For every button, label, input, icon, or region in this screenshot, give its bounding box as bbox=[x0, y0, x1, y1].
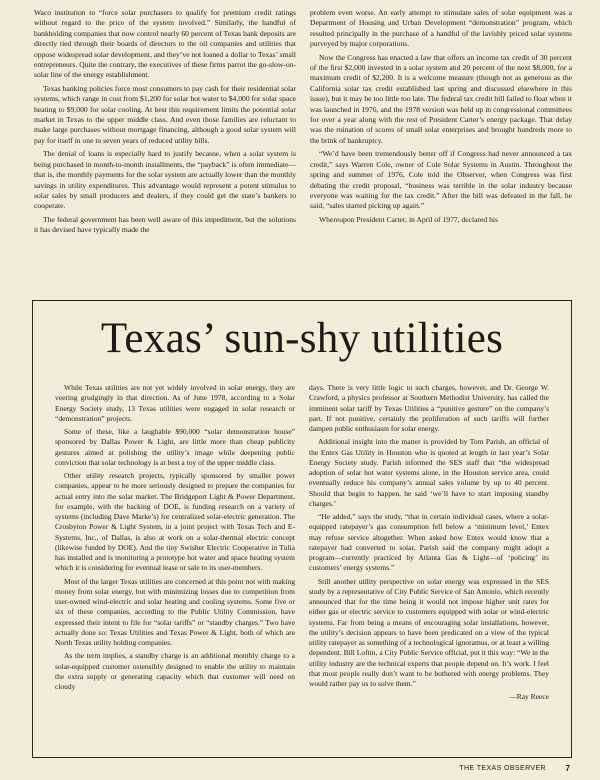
page-number: 7 bbox=[565, 764, 570, 773]
paragraph: Still another utility perspective on solar energy was expressed in the SES study by a representative of City Public Service of San Antonio, which recently announced that for the time being it would not impose higher unit rates for either gas or electric service to customers equipped with solar or wind-electric systems. Far from being a means of encouraging solar installations, however, the utility’s decision appears to have been predicated on a view of the typical utility ratepayer as something of a technological ignoramus, or at least a willing dependent. Bill Loftin, a City Public Service official, put it this way: “We in the utility industry are the technical experts that people depend on. It’s work. I feel that most people really don’t want to be bothered with energy problems. They would rather pay us to solve them.” bbox=[309, 576, 549, 688]
paragraph: The denial of loans is especially hard to justify because, when a solar system is being purchased in month-to-month installments, the “payback” is often immediate—that is, the monthly payments for the solar system are actually lower than the monthly savings in utility expenditures. This advantage would represent a potent stimulus to solar sales by small producers and dealers, if they could get the state’s bankers to cooperate. bbox=[34, 149, 296, 211]
paragraph: Now the Congress has enacted a law that offers an income tax credit of 30 percent of the first $2,000 invested in a solar system and 20 percent of the next $8,000, for a maximum credit of $2,200. It is a welcome measure (though not as generous as the California solar tax credit established last spring and discussed elsewhere in this issue), but it may be too little too late. The federal tax credit bill failed to float when it was launched in 1976, and the 1978 version was held up in congressional committees for over a year along with the rest of President Carter’s energy package. That delay was the ruination of scores of small solar enterprises and brought hundreds more to the brink of bankruptcy. bbox=[310, 52, 572, 145]
paragraph: Most of the larger Texas utilities are concerned at this point not with making money from solar energy, but with minimizing losses due to competition from user-owned wind-electric and solar heating and cooling systems. Some five or six of these companies, according to the Public Utility Commission, have expressed their intent to file for “solar tariffs” or “standby charges.” Two have actually done so: Texas Utilities and Texas Power & Light, both of which are North Texas utility holding companies. bbox=[55, 576, 295, 647]
paragraph: The federal government has been well aware of this impediment, but the solutions it has devised have typically made the bbox=[34, 214, 296, 235]
author-signature: —Ray Reece bbox=[509, 692, 549, 702]
main-article-right-column bbox=[310, 8, 572, 228]
paragraph: Waco institution to “force solar purchasers to qualify for premium credit ratings without regard to the price of the system involved.” Similarly, the handful of bankholding companies that now control nearly 60 percent of Texas bank deposits are directly tied through their boards of directors to the oil companies and utilities that oppose widespread solar development, and they’ve not loaned a dollar to Texas’ small entrepreneurs. Quite the contrary, the executives of these firms parrot the go-slow-on-solar line of the energy establishment. bbox=[34, 8, 296, 80]
paragraph: As the term implies, a standby charge is an additional monthly charge to a solar-equipped customer ostensibly designed to enable the utility to maintain the extra supply or generating capacity which that customer will need on cloudy bbox=[55, 651, 295, 691]
sidebar-box bbox=[32, 300, 572, 758]
sidebar-body bbox=[55, 383, 549, 755]
sidebar-headline: Texas’ sun-shy utilities bbox=[100, 315, 504, 362]
main-article bbox=[34, 8, 572, 298]
paragraph: Texas banking policies force most consumers to pay cash for their residential solar systems, which range in cost from $1,200 for solar hot water to $4,000 for solar space heating to $9,000 for solar cooling. At best this requirement limits the potential solar market in Texas to the upper middle class. And even those families are reluctant to make large purchases without mortgage financing, although a good solar system will pay for itself in one to seven years of reduced utility bills. bbox=[34, 83, 296, 145]
page-footer bbox=[34, 763, 572, 775]
paragraph: “He added,” says the study, “that in certain individual cases, where a solar-equipped ratepayer’s gas consumption fell below a ‘minimum level,’ Entex may refuse service altogether. When asked how Entex would know that a ratepayer had converted to solar, Parish said the company might adopt a program—currently practiced by Atlanta Gas & Light—of ‘policing’ its customers’ energy systems.” bbox=[309, 512, 549, 573]
paragraph: “We’d have been tremendously better off if Congress had never announced a tax credit,” says Warren Cole, owner of Cole Solar Systems in Austin. Throughout the spring and summer of 1976, Cole told the Observer, when Congress was first debating the credit proposal, “business was terrible in the solar industry because everyone was waiting for the tax credit.” After the bill was defeated in the fall, he said, “sales started picking up again.” bbox=[310, 149, 572, 211]
main-article-left-column bbox=[34, 8, 296, 239]
sidebar-right-column bbox=[309, 383, 549, 706]
publication-name: THE TEXAS OBSERVER bbox=[459, 765, 546, 772]
paragraph: Some of these, like a laughable $90,000 “solar demonstration house” sponsored by Dallas Power & Light, are little more than cheap publicity gestures aimed at polishing the utility’s image while deepening public conviction that solar technology is at best a toy of the upper middle class. bbox=[55, 427, 295, 467]
sidebar-left-column bbox=[55, 383, 295, 695]
paragraph: Additional insight into the matter is provided by Tom Parish, an official of the Entex Gas Utility in Houston who is quoted at length in last year’s Solar Energy Society study. Parish informed the SES staff that “the widespread adoption of solar hot water systems alone, in the Houston service area, could eventually reduce his company’s annual sales volume by up to 40 percent. Should that begin to happen, he said ‘we’ll have to start imposing standby charges.’ bbox=[309, 437, 549, 508]
paragraph: Whereupon President Carter, in April of 1977, declared his bbox=[319, 214, 498, 224]
paragraph: Other utility research projects, typically sponsored by smaller power companies, appear to be more seriously designed to prepare the companies for actual entry into the solar market. The Bridgeport Light & Power Department, for example, with the backing of DOE, is funding research on a variety of systems (including Dave Marke’s) for centralized solar-electric generation. The Crosbyton Power & Light System, in a joint project with Texas Tech and E-Systems, Inc., of Dallas, is also at work on a solar-thermal electric concept (likewise funded by DOE). And the tiny Swisher Electric Cooperative in Tulia has installed and is monitoring a prototype hot water and space heating system which it is considering for eventual lease or sale to its user-members. bbox=[55, 471, 295, 573]
paragraph: problem even worse. An early attempt to stimulate sales of solar equipment was a Department of Housing and Urban Development “demonstration” program, which resulted principally in the purchase of a handful of the lavishly priced solar systems purveyed by major corporations. bbox=[310, 8, 572, 49]
paragraph: While Texas utilities are not yet widely involved in solar energy, they are veering grudgingly in that direction. As of June 1978, according to a Solar Energy Society study, 13 Texas utilities were engaged in solar research or “demonstration” projects. bbox=[55, 383, 295, 423]
paragraph: days. There is very little logic to such charges, however, and Dr. George W. Crawford, a physics professor at Southern Methodist University, has called the imminent solar tariff by Texas Utilities a “punitive gesture” on the company’s part. If not punitive, certainly the proliferation of such tariffs will further dampen public enthusiasm for solar energy. bbox=[309, 383, 549, 433]
